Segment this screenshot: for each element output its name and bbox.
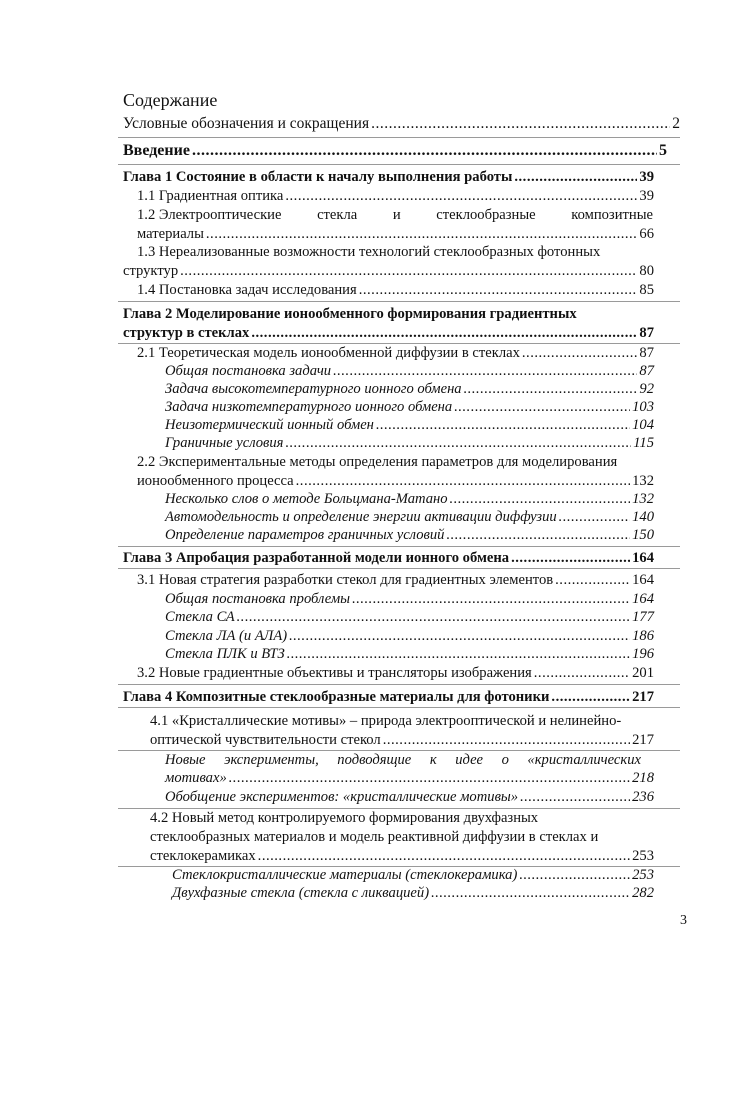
page-number: 3	[680, 913, 687, 928]
toc-entry-section-2-1-c[interactable]: Задача низкотемпературного ионного обмена ..... 103	[165, 398, 654, 417]
toc-entry-section-3-1-c[interactable]: Стекла ЛА (и АЛА) ..... 186	[165, 627, 654, 646]
toc-entry-section-3-1[interactable]: 3.1 Новая стратегия разработки стекол для градиентных элементов ..... 164	[137, 571, 654, 590]
separator-line	[118, 137, 680, 138]
toc-entry-section-2-1-d[interactable]: Неизотермический ионный обмен ..... 104	[165, 416, 654, 435]
toc-entry-section-3-1-a[interactable]: Общая постановка проблемы ..... 164	[165, 590, 654, 609]
toc-entry-section-3-1-d[interactable]: Стекла ПЛК и ВТЗ ..... 196	[165, 645, 654, 664]
separator-line	[118, 707, 680, 708]
toc-entry-introduction[interactable]: Введение ..... 5	[123, 141, 667, 160]
toc-entry-section-4-1-b[interactable]: Обобщение экспериментов: «кристаллические мотивы» ..... 236	[165, 788, 654, 807]
toc-entry-section-2-1-a[interactable]: Общая постановка задачи ..... 87	[165, 362, 654, 381]
toc-entry-section-1-3[interactable]: структур ..... 80	[123, 262, 654, 281]
toc-entry-section-2-2-a[interactable]: Несколько слов о методе Больцмана-Матано ..... 132	[165, 490, 654, 509]
separator-line	[118, 164, 680, 165]
toc-entry-section-1-1[interactable]: 1.1 Градиентная оптика ..... 39	[137, 187, 654, 206]
toc-entry-section-4-1-a[interactable]: мотивах» ..... 218	[165, 769, 654, 788]
toc-entry-section-2-2-line1[interactable]: 2.2 Экспериментальные методы определения параметров для моделирования	[137, 454, 618, 470]
toc-entry-section-1-3-line1[interactable]: 1.3 Нереализованные возможности технологий стеклообразных фотонных	[137, 244, 601, 260]
toc-entry-section-1-2[interactable]: материалы ..... 66	[137, 225, 654, 244]
separator-line	[118, 546, 680, 547]
toc-entry-chapter-2-line1[interactable]: Глава 2 Моделирование ионообменного формирования градиентных	[123, 306, 577, 322]
toc-entry-section-4-2[interactable]: стеклокерамиках ..... 253	[150, 847, 654, 866]
toc-entry-section-3-1-b[interactable]: Стекла СА ..... 177	[165, 608, 654, 627]
toc-entry-section-2-2[interactable]: ионообменного процесса ..... 132	[137, 472, 654, 491]
toc-entry-chapter-4[interactable]: Глава 4 Композитные стеклообразные материалы для фотоники ..... 217	[123, 688, 654, 707]
separator-line	[118, 568, 680, 569]
toc-entry-section-2-1-e[interactable]: Граничные условия ..... 115	[165, 434, 654, 453]
toc-entry-section-2-1[interactable]: 2.1 Теоретическая модель ионообменной диффузии в стеклах ..... 87	[137, 344, 654, 363]
toc-entry-section-4-1-a-line1[interactable]: Новые эксперименты, подводящие к идее о «кристаллических	[165, 752, 641, 768]
toc-entry-chapter-3[interactable]: Глава 3 Апробация разработанной модели ионного обмена ..... 164	[123, 549, 654, 568]
toc-entry-section-3-2[interactable]: 3.2 Новые градиентные объективы и трансляторы изображения ..... 201	[137, 664, 654, 683]
toc-entry-section-4-1[interactable]: оптической чувствительности стекол ..... 217	[150, 731, 654, 750]
toc-entry-section-4-1-line1[interactable]: 4.1 «Кристаллические мотивы» – природа электрооптической и нелинейно-	[150, 713, 622, 729]
page-title: Содержание	[123, 90, 218, 110]
toc-entry-section-1-4[interactable]: 1.4 Постановка задач исследования ..... 85	[137, 281, 654, 300]
toc-entry-section-4-2-line2[interactable]: стеклообразных материалов и модель реактивной диффузии в стеклах и	[150, 829, 599, 845]
toc-entry-abbreviations[interactable]: Условные обозначения и сокращения ..... 2	[123, 114, 680, 133]
separator-line	[118, 301, 680, 302]
toc-entry-chapter-1[interactable]: Глава 1 Состояние в области к началу выполнения работы ..... 39	[123, 168, 654, 187]
toc-entry-section-2-1-b[interactable]: Задача высокотемпературного ионного обмена ..... 92	[165, 380, 654, 399]
toc-entry-chapter-2[interactable]: структур в стеклах ..... 87	[123, 324, 654, 343]
toc-entry-section-4-2-b[interactable]: Двухфазные стекла (стекла с ликвацией) ..... 282	[172, 884, 654, 903]
toc-entry-section-4-2-line1[interactable]: 4.2 Новый метод контролируемого формирования двухфазных	[150, 810, 539, 826]
toc-entry-section-2-2-c[interactable]: Определение параметров граничных условий ..... 150	[165, 526, 654, 545]
separator-line	[118, 684, 680, 685]
toc-entry-section-2-2-b[interactable]: Автомодельность и определение энергии активации диффузии ..... 140	[165, 508, 654, 527]
toc-entry-section-1-2-line1[interactable]: 1.2 Электрооптические стекла и стеклообразные композитные	[137, 207, 653, 223]
toc-entry-section-4-2-a[interactable]: Стеклокристаллические материалы (стеклокерамика) ..... 253	[172, 866, 654, 885]
